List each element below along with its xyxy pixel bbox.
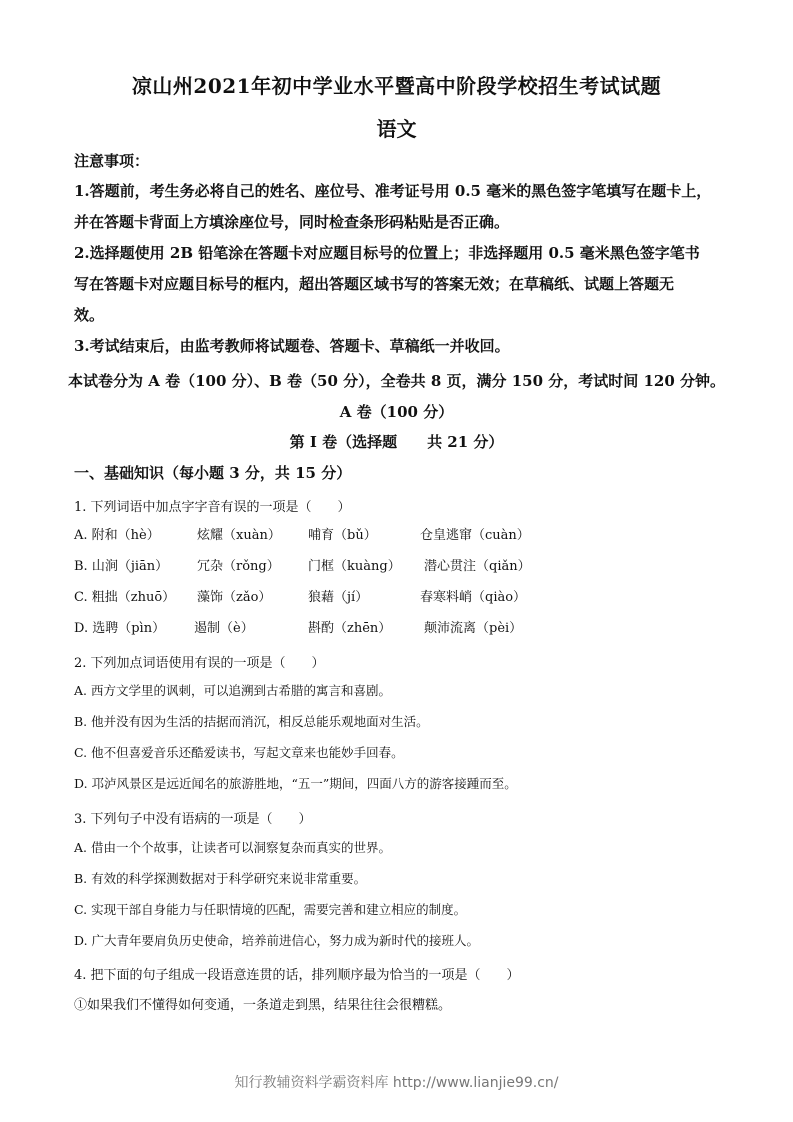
notes-line: 2.选择题使用 2B 铅笔涂在答题卡对应题目标号的位置上；非选择题用 0.5 毫米黑色签字笔书 bbox=[74, 244, 700, 262]
question-4-stem: 4. 把下面的句子组成一段语意连贯的话，排列顺序最为恰当的一项是（ ） bbox=[74, 968, 520, 983]
question-2-stem: 2. 下列加点词语使用有误的一项是（ ） bbox=[74, 656, 325, 671]
option-cell: 藻饰（zǎo） bbox=[197, 590, 272, 605]
option-cell: 哺育（bǔ） bbox=[308, 528, 377, 543]
volume-a-heading: A 卷（100 分） bbox=[339, 403, 454, 421]
question-3-option-c: C. 实现干部自身能力与任职情境的匹配，需要完善和建立相应的制度。 bbox=[74, 902, 467, 917]
question-2-option-d: D. 邛泸风景区是远近闻名的旅游胜地，“五一”期间，四面八方的游客接踵而至。 bbox=[74, 776, 517, 791]
question-2-option-b: B. 他并没有因为生活的拮据而消沉，相反总能乐观地面对生活。 bbox=[74, 714, 429, 729]
question-1-option-row bbox=[74, 555, 734, 575]
option-cell: A. 附和（hè） bbox=[74, 528, 160, 543]
option-cell: 炫耀（xuàn） bbox=[197, 528, 281, 543]
notes-line: 效。 bbox=[74, 306, 105, 324]
footer-watermark: 知行教辅资料学霸资料库 http://www.lianjie99.cn/ bbox=[234, 1075, 559, 1091]
option-cell: 颠沛流离（pèi） bbox=[424, 621, 523, 636]
section-one-heading: 一、基础知识（每小题 3 分，共 15 分） bbox=[74, 464, 352, 482]
question-3-option-d: D. 广大青年要肩负历史使命，培养前进信心，努力成为新时代的接班人。 bbox=[74, 933, 480, 948]
notes-line: 并在答题卡背面上方填涂座位号，同时检查条形码粘贴是否正确。 bbox=[74, 213, 510, 231]
part-one-heading: 第 I 卷（选择题 共 21 分） bbox=[289, 433, 504, 451]
exam-notes bbox=[74, 150, 724, 362]
option-cell: D. 选聘（pìn） bbox=[74, 621, 166, 636]
option-cell: 狼藉（jí） bbox=[308, 590, 369, 605]
option-cell: 斟酌（zhēn） bbox=[308, 621, 392, 636]
notes-line: 写在答题卡对应题目标号的框内，超出答题区域书写的答案无效；在草稿纸、试题上答题无 bbox=[74, 275, 675, 293]
question-2-option-a: A. 西方文学里的讽刺，可以追溯到古希腊的寓言和喜剧。 bbox=[74, 683, 391, 698]
option-cell: 春寒料峭（qiào） bbox=[420, 590, 527, 605]
question-1-option-row bbox=[74, 524, 734, 544]
question-3-stem: 3. 下列句子中没有语病的一项是（ ） bbox=[74, 812, 312, 827]
notes-heading: 注意事项： bbox=[74, 152, 150, 170]
question-3-option-b: B. 有效的科学探测数据对于科学研究来说非常重要。 bbox=[74, 871, 367, 886]
exam-info: 本试卷分为 A 卷（100 分）、B 卷（50 分），全卷共 8 页，满分 150 分，考试时间 120 分钟。 bbox=[67, 372, 725, 390]
question-2-option-c: C. 他不但喜爱音乐还酷爱读书，写起文章来也能妙手回春。 bbox=[74, 745, 404, 760]
option-cell: 仓皇逃窜（cuàn） bbox=[420, 528, 530, 543]
question-1-stem: 1. 下列词语中加点字字音有误的一项是（ ） bbox=[74, 500, 351, 515]
subject-title: 语文 bbox=[376, 117, 417, 141]
question-1-option-row bbox=[74, 617, 734, 637]
option-cell: 冗杂（rǒng） bbox=[197, 559, 280, 574]
question-3-option-a: A. 借由一个个故事，让读者可以洞察复杂而真实的世界。 bbox=[74, 840, 391, 855]
question-1-option-row bbox=[74, 586, 734, 606]
option-cell: 遏制（è） bbox=[194, 621, 254, 636]
notes-line: 1.答题前，考生务必将自己的姓名、座位号、准考证号用 0.5 毫米的黑色签字笔填写在题卡上， bbox=[74, 182, 712, 200]
option-cell: C. 粗拙（zhuō） bbox=[74, 590, 176, 605]
option-cell: B. 山涧（jiān） bbox=[74, 559, 169, 574]
exam-title: 凉山州2021年初中学业水平暨高中阶段学校招生考试试题 bbox=[131, 74, 662, 98]
notes-line: 3.考试结束后，由监考教师将试题卷、答题卡、草稿纸一并收回。 bbox=[74, 337, 510, 355]
option-cell: 潜心贯注（qiǎn） bbox=[424, 559, 531, 574]
question-4-sentence-1: ①如果我们不懂得如何变通，一条道走到黑，结果往往会很糟糕。 bbox=[74, 998, 452, 1013]
option-cell: 门框（kuàng） bbox=[308, 559, 401, 574]
